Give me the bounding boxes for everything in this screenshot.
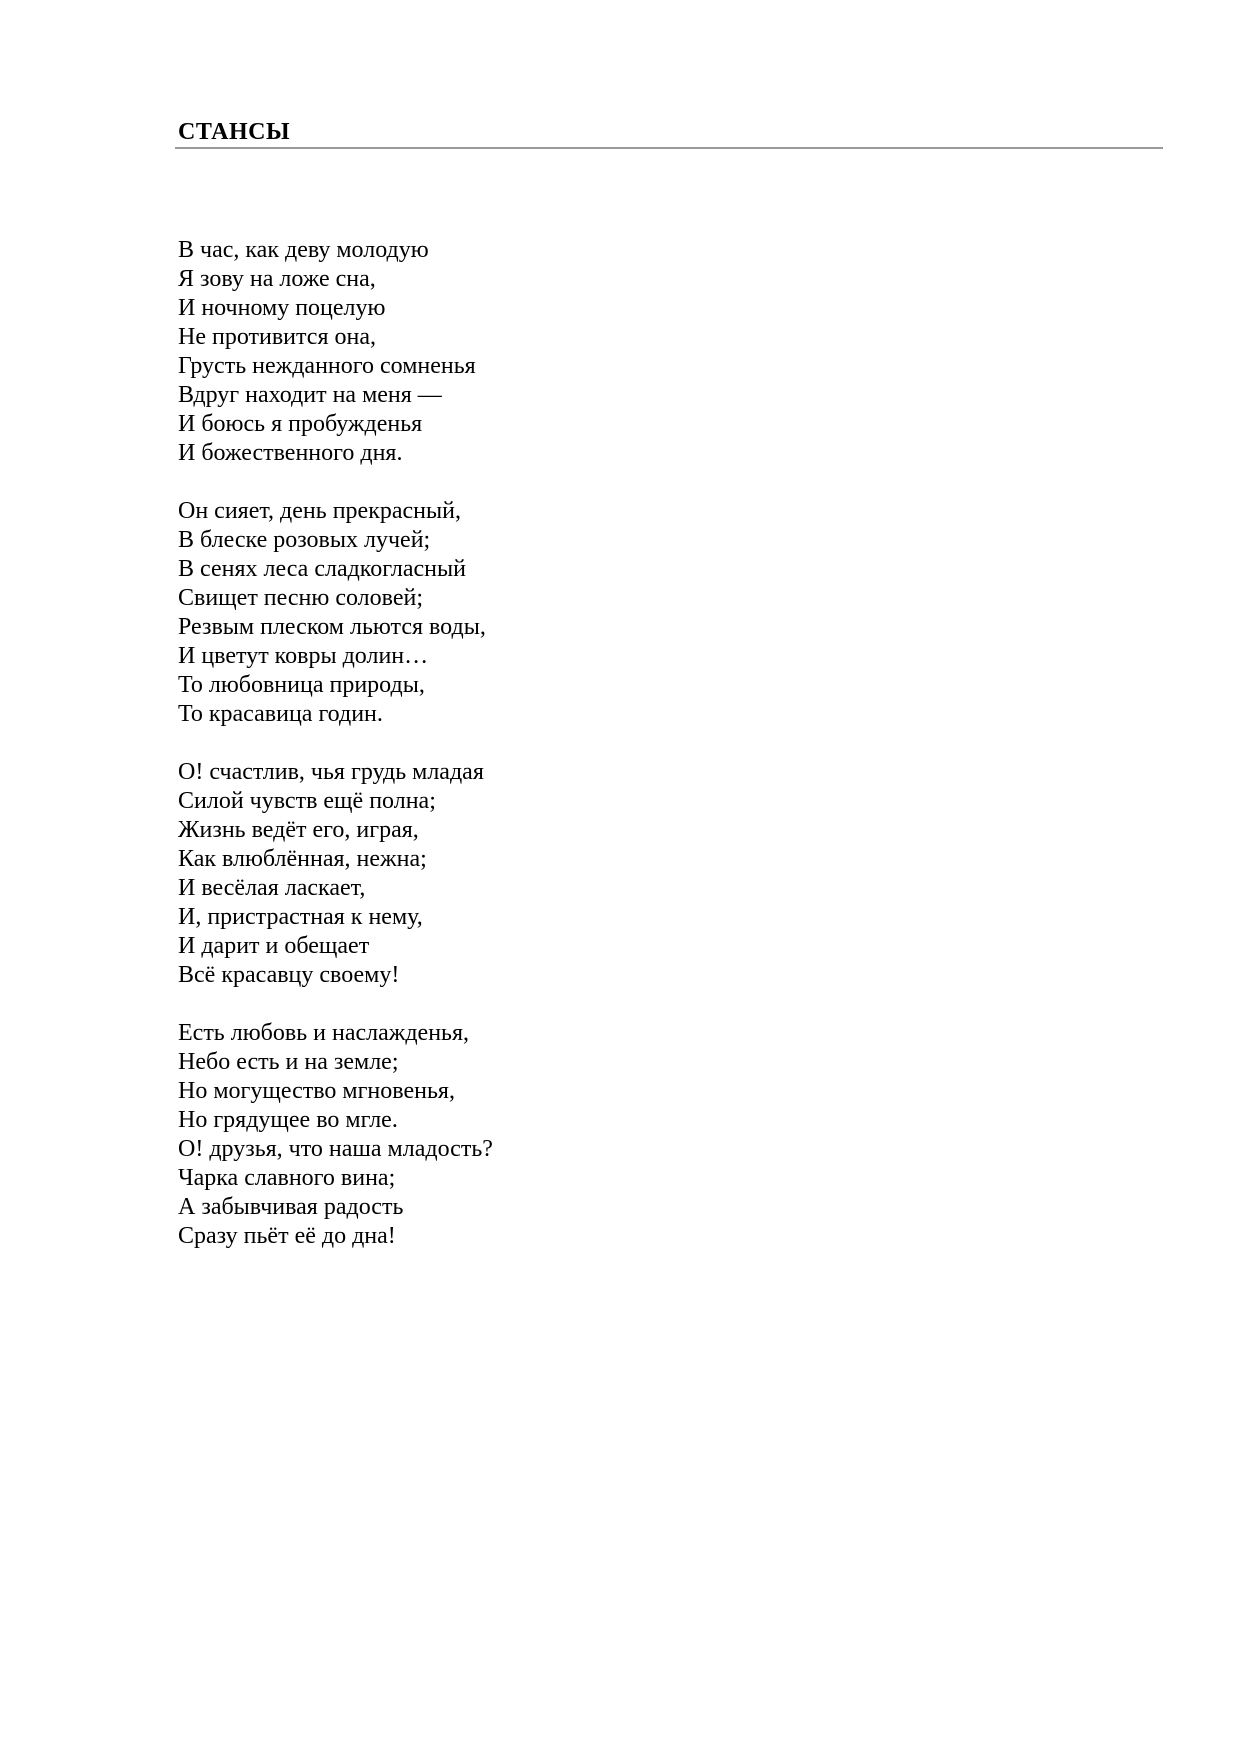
stanza: [178, 1019, 493, 1251]
poem-line: О! друзья, что наша младость?: [178, 1136, 493, 1162]
poem-line: В сенях леса сладкогласный: [178, 556, 466, 582]
poem-line: И божественного дня.: [178, 440, 403, 466]
poem-line: Небо есть и на земле;: [178, 1049, 399, 1075]
poem-line: Но грядущее во мгле.: [178, 1107, 398, 1133]
poem-line: Силой чувств ещё полна;: [178, 788, 436, 814]
poem-line: То красавица годин.: [178, 701, 383, 727]
poem-line: Грусть нежданного сомненья: [178, 353, 476, 379]
poem-line: То любовница природы,: [178, 672, 425, 698]
poem-line: И ночному поцелую: [178, 295, 386, 321]
poem-line: Чарка славного вина;: [178, 1165, 396, 1191]
poem-line: Жизнь ведёт его, играя,: [178, 817, 419, 843]
poem-line: И дарит и обещает: [178, 933, 370, 959]
poem-line: Я зову на ложе сна,: [178, 266, 376, 292]
poem-line: И, пристрастная к нему,: [178, 904, 423, 930]
poem-line: О! счастлив, чья грудь младая: [178, 759, 484, 785]
poem-line: Как влюблённая, нежна;: [178, 846, 427, 872]
poem-line: Всё красавцу своему!: [178, 962, 400, 988]
poem-line: Свищет песню соловей;: [178, 585, 423, 611]
poem-line: Вдруг находит на меня —: [178, 382, 442, 408]
poem-line: В час, как деву молодую: [178, 237, 429, 263]
poem-line: Не противится она,: [178, 324, 376, 350]
poem-line: Он сияет, день прекрасный,: [178, 498, 461, 524]
poem-line: Есть любовь и наслажденья,: [178, 1020, 470, 1046]
poem-line: И цветут ковры долин…: [178, 643, 429, 669]
title-divider: [175, 147, 1163, 149]
stanza: [178, 497, 493, 729]
page-title: СТАНСЫ: [178, 119, 291, 145]
poem-line: А забывчивая радость: [178, 1194, 404, 1220]
poem-line: Но могущество мгновенья,: [178, 1078, 455, 1104]
poem-line: И весёлая ласкает,: [178, 875, 366, 901]
stanza: [178, 236, 493, 468]
poem-line: Сразу пьёт её до дна!: [178, 1223, 396, 1249]
poem-line: В блеске розовых лучей;: [178, 527, 431, 553]
poem-line: И боюсь я пробужденья: [178, 411, 423, 437]
poem-body: [178, 236, 493, 1280]
poem-line: Резвым плеском льются воды,: [178, 614, 486, 640]
stanza: [178, 758, 493, 990]
